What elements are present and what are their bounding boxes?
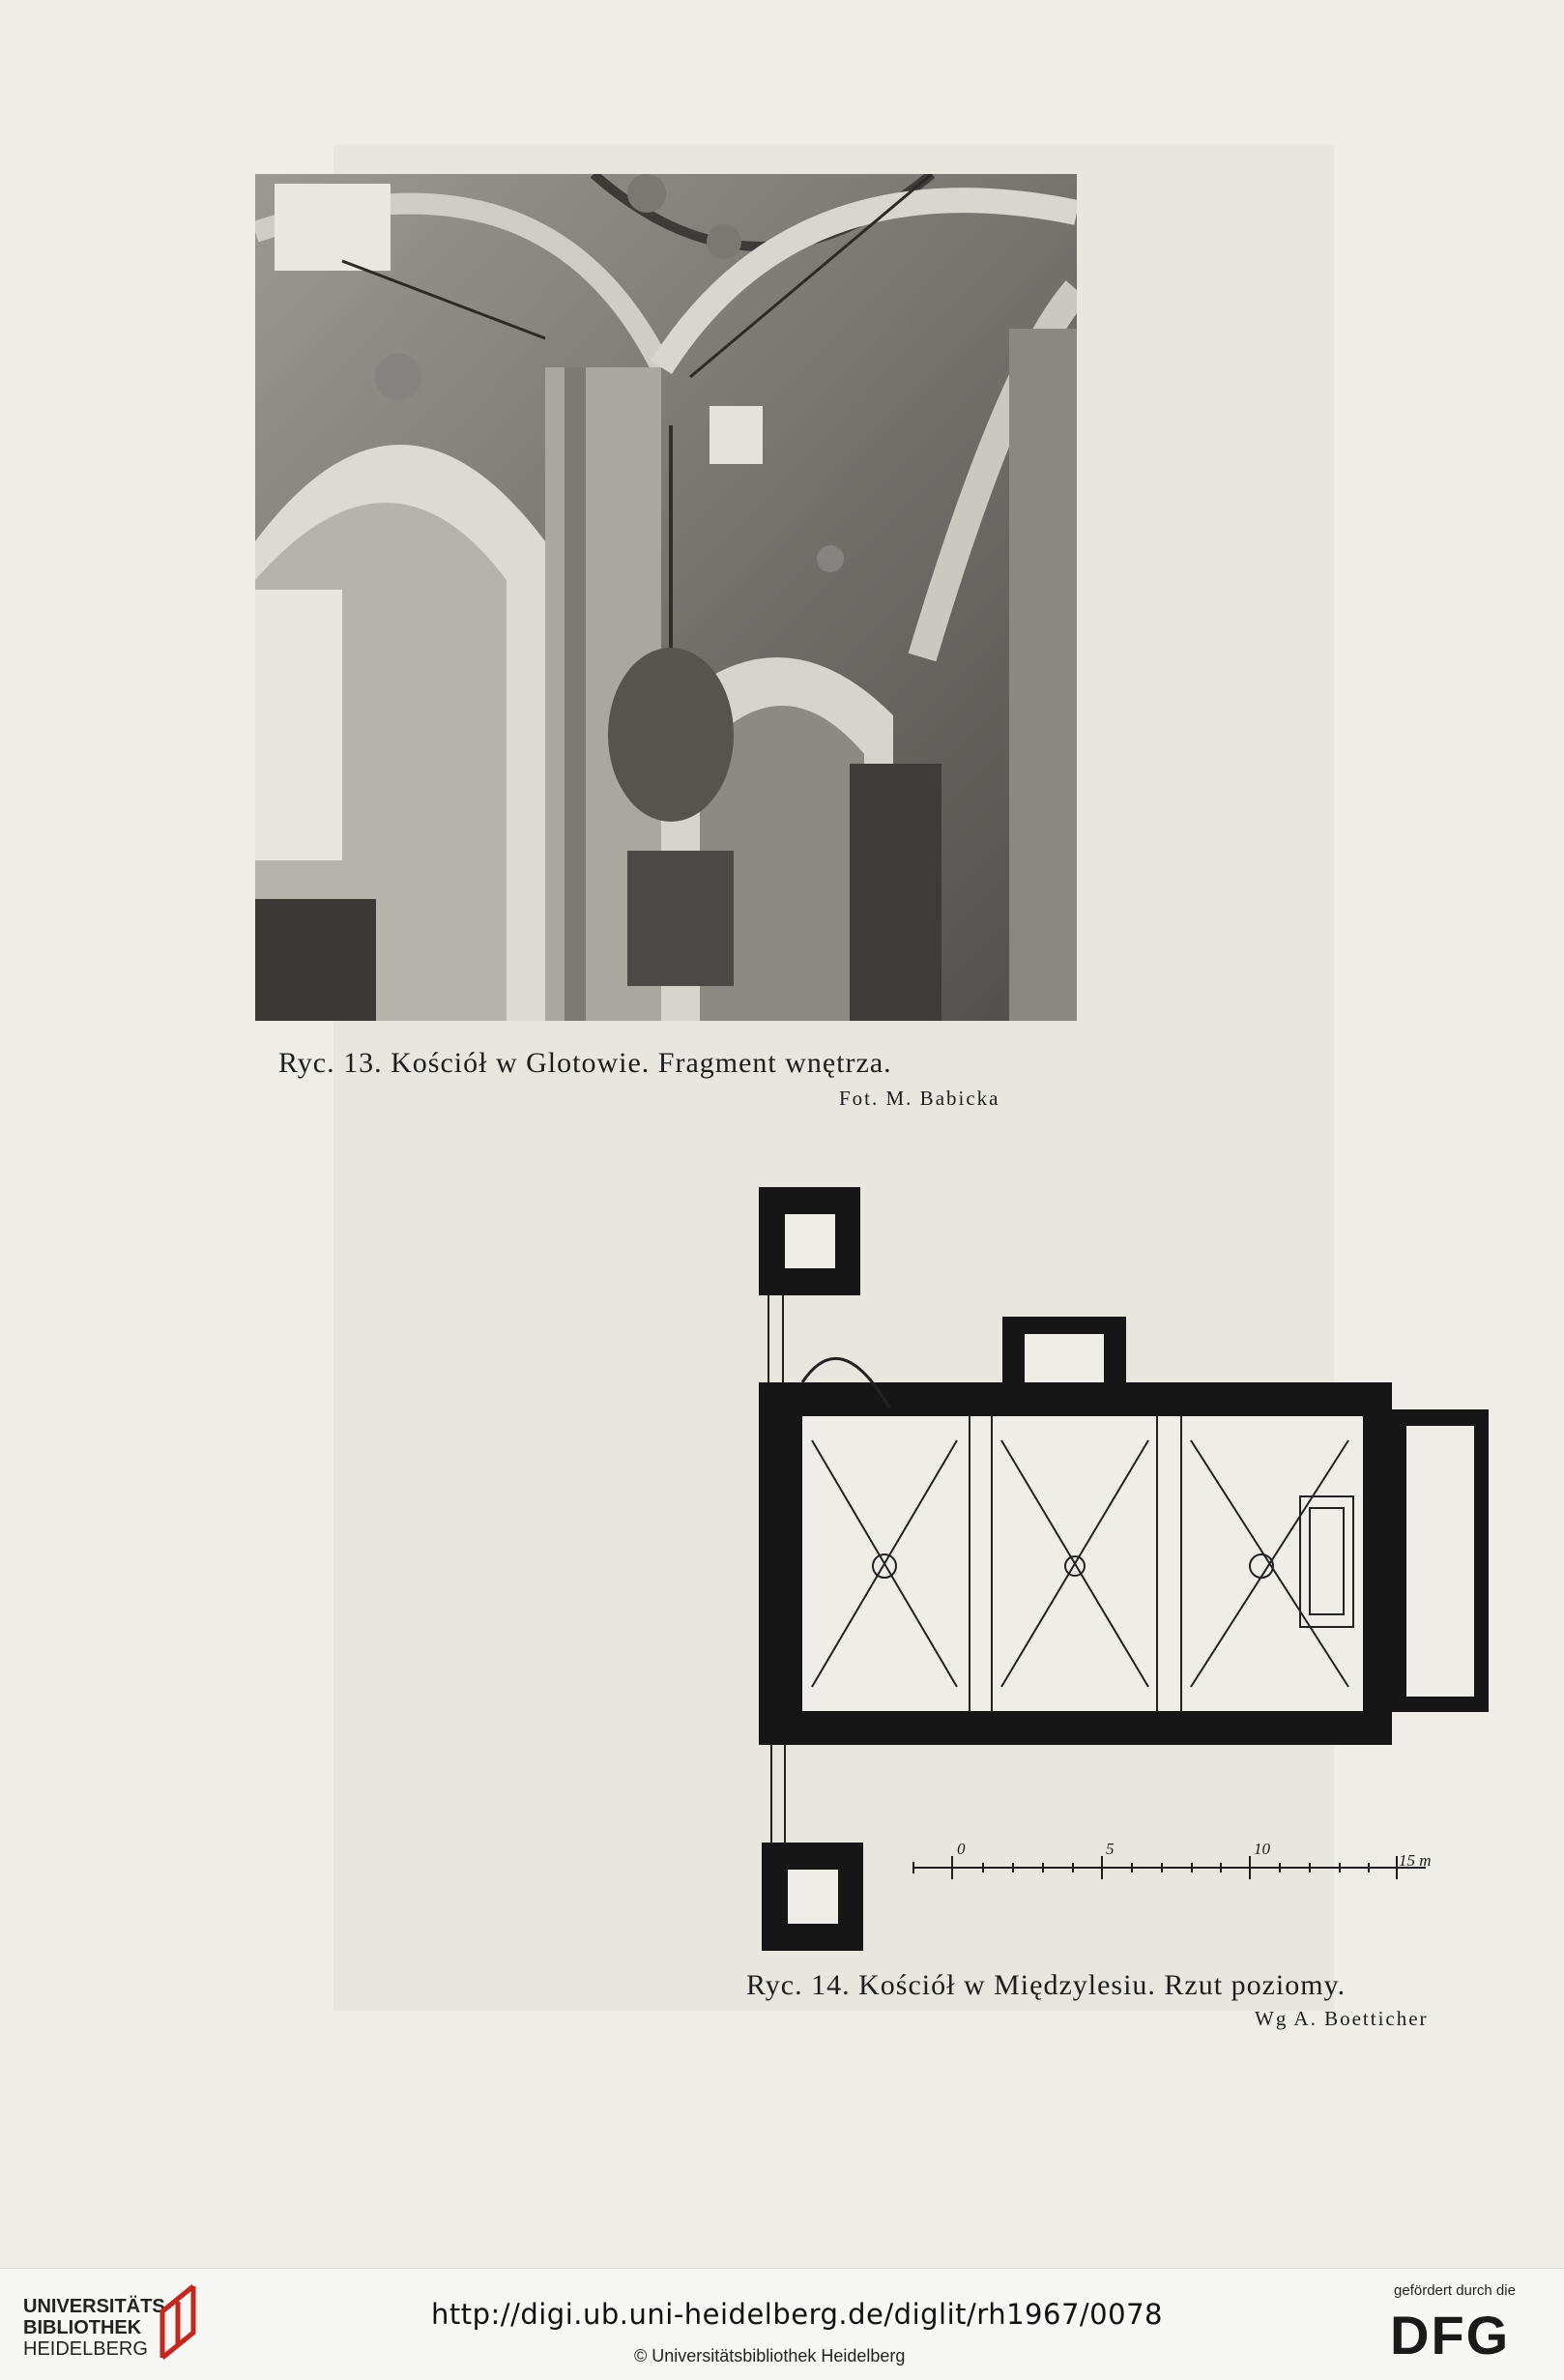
church-interior-photo — [255, 174, 1077, 1021]
scale-label-15: 15 m — [1399, 1851, 1432, 1870]
figure-13-caption: Ryc. 13. Kościół w Glotowie. Fragment wnętrza. — [278, 1047, 892, 1079]
permalink-url[interactable]: http://digi.ub.uni-heidelberg.de/diglit/rh1967/0078 — [431, 2298, 1163, 2331]
scale-label-0: 0 — [957, 1840, 966, 1858]
footer-bar — [0, 2268, 1564, 2380]
scale-label-5: 5 — [1106, 1840, 1115, 1858]
library-name — [23, 2296, 171, 2360]
library-line-2: BIBLIOTHEK — [23, 2317, 142, 2338]
library-logo-icon — [155, 2282, 213, 2360]
figure-14-credit: Wg A. Boetticher — [1255, 2007, 1429, 2030]
church-floor-plan — [749, 1177, 1498, 1951]
library-line-1: UNIVERSITÄTS- — [23, 2296, 172, 2317]
figure-14-caption: Ryc. 14. Kościół w Międzylesiu. Rzut poziomy. — [746, 1969, 1347, 2001]
scale-bar — [913, 1856, 1426, 1879]
library-line-3: HEIDELBERG — [23, 2338, 148, 2360]
scale-label-10: 10 — [1254, 1840, 1270, 1858]
dfg-logo-text: DFG — [1390, 2305, 1511, 2362]
funding-note: gefördert durch die — [1394, 2282, 1516, 2299]
dfg-logo-icon — [1390, 2304, 1535, 2362]
copyright-text: © Universitätsbibliothek Heidelberg — [634, 2346, 906, 2365]
figure-13-credit: Fot. M. Babicka — [839, 1087, 1000, 1110]
